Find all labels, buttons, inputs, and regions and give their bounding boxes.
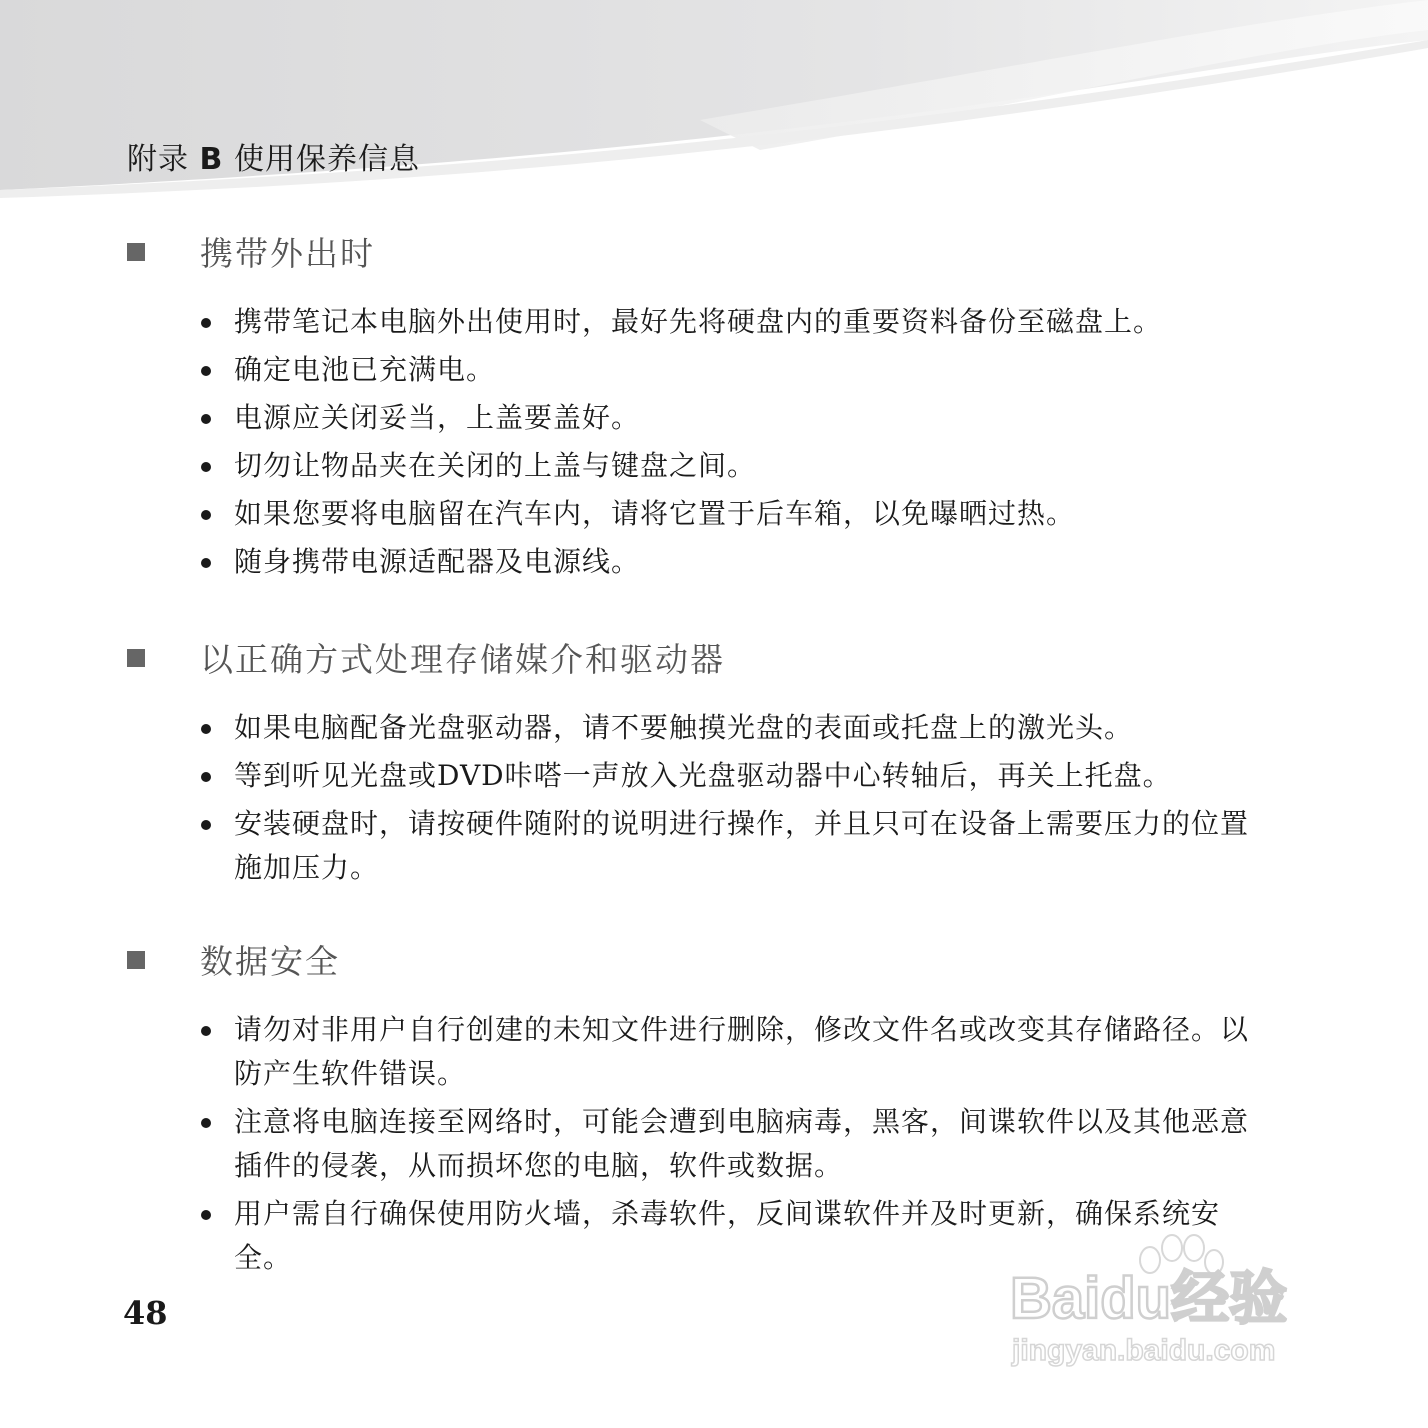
section-heading-text: 携带外出时 xyxy=(200,234,375,273)
list-item xyxy=(198,348,1268,392)
bullet-dot-icon xyxy=(201,1026,211,1036)
bullet-list-travel xyxy=(198,300,1268,588)
list-item xyxy=(198,444,1268,488)
list-item xyxy=(198,1192,1268,1280)
header-title-suffix: 使用保养信息 xyxy=(233,142,420,177)
list-item-text: 注意将电脑连接至网络时，可能会遭到电脑病毒，黑客，间谍软件以及其他恶意插件的侵袭，从而损坏您的电脑，软件或数据。 xyxy=(234,1105,1250,1182)
bullet-dot-icon xyxy=(201,318,211,328)
header-title-bold: B xyxy=(199,142,224,177)
list-item-text: 安装硬盘时，请按硬件随附的说明进行操作，并且只可在设备上需要压力的位置施加压力。 xyxy=(234,807,1250,884)
list-item-text: 确定电池已充满电。 xyxy=(234,353,496,386)
square-bullet-icon xyxy=(127,951,145,969)
list-item-text: 如果您要将电脑留在汽车内，请将它置于后车箱，以免曝晒过热。 xyxy=(234,497,1076,530)
square-bullet-icon xyxy=(127,649,145,667)
bullet-dot-icon xyxy=(201,558,211,568)
list-item-text: 电源应关闭妥当，上盖要盖好。 xyxy=(234,401,641,434)
list-item xyxy=(198,396,1268,440)
section-heading-data-security xyxy=(127,936,340,983)
list-item-text: 携带笔记本电脑外出使用时，最好先将硬盘内的重要资料备份至磁盘上。 xyxy=(234,305,1163,338)
list-item xyxy=(198,492,1268,536)
list-item-text: 用户需自行确保使用防火墙，杀毒软件，反间谍软件并及时更新，确保系统安全。 xyxy=(234,1197,1221,1274)
bullet-dot-icon xyxy=(201,820,211,830)
list-item-text: 切勿让物品夹在关闭的上盖与键盘之间。 xyxy=(234,449,757,482)
section-heading-text: 数据安全 xyxy=(200,942,340,981)
bullet-dot-icon xyxy=(201,724,211,734)
bullet-dot-icon xyxy=(201,772,211,782)
list-item xyxy=(198,802,1268,890)
bullet-dot-icon xyxy=(201,414,211,424)
bullet-dot-icon xyxy=(201,1210,211,1220)
list-item xyxy=(198,540,1268,584)
list-item xyxy=(198,706,1268,750)
bullet-dot-icon xyxy=(201,510,211,520)
list-item xyxy=(198,1100,1268,1188)
bullet-list-data-security xyxy=(198,1008,1268,1284)
list-item xyxy=(198,300,1268,344)
list-item-text: 随身携带电源适配器及电源线。 xyxy=(234,545,641,578)
bullet-dot-icon xyxy=(201,366,211,376)
page-number: 48 xyxy=(123,1294,168,1332)
list-item-text: 请勿对非用户自行创建的未知文件进行删除，修改文件名或改变其存储路径。以防产生软件错误。 xyxy=(234,1013,1250,1090)
bullet-list-media xyxy=(198,706,1268,894)
header-title-prefix: 附录 xyxy=(127,142,189,177)
section-heading-media xyxy=(127,634,725,681)
page-header-title xyxy=(127,134,420,178)
bullet-dot-icon xyxy=(201,1118,211,1128)
section-heading-travel xyxy=(127,228,375,275)
list-item xyxy=(198,1008,1268,1096)
list-item-text: 如果电脑配备光盘驱动器，请不要触摸光盘的表面或托盘上的激光头。 xyxy=(234,711,1134,744)
bullet-dot-icon xyxy=(201,462,211,472)
watermark-brand-text: Baidu经验 xyxy=(1010,1266,1288,1331)
list-item xyxy=(198,754,1268,798)
square-bullet-icon xyxy=(127,243,145,261)
section-heading-text: 以正确方式处理存储媒介和驱动器 xyxy=(200,640,725,679)
watermark-url-text: jingyan.baidu.com xyxy=(1012,1334,1276,1367)
list-item-text: 等到听见光盘或DVD咔嗒一声放入光盘驱动器中心转轴后，再关上托盘。 xyxy=(234,759,1172,792)
